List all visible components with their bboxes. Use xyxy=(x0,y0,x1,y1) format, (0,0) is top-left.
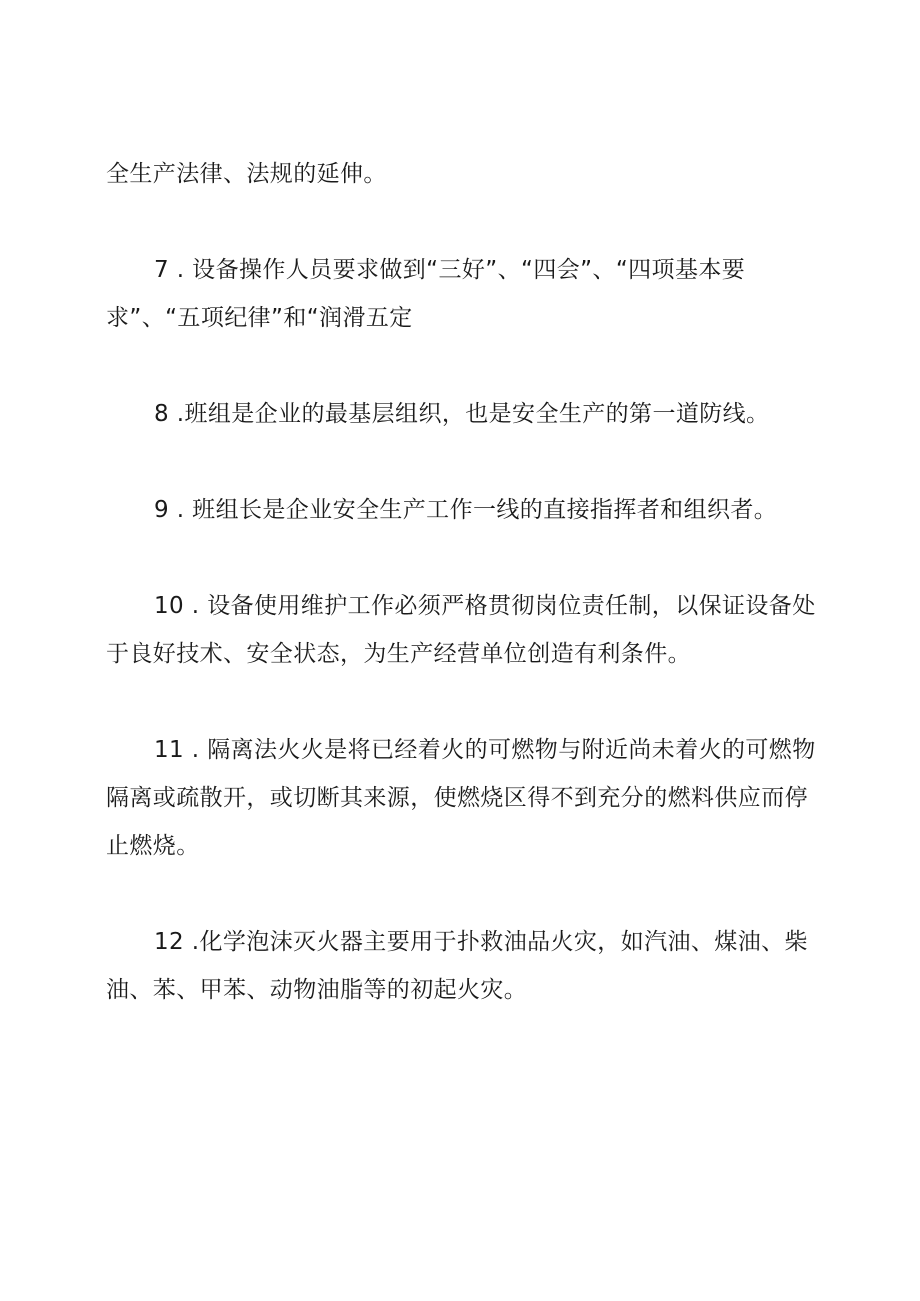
paragraph-continuation: 全生产法律、法规的延伸。 xyxy=(106,161,387,187)
paragraph-item-8: 8 .班组是企业的最基层组织，也是安全生产的第一道防线。 xyxy=(154,401,770,427)
paragraph-item-11: 11 . 隔离法火火是将已经着火的可燃物与附近尚未着火的可燃物隔离或疏散开，或切断其来源，使燃烧区得不到充分的燃料供应而停止燃烧。 xyxy=(106,737,816,859)
paragraph-item-12: 12 .化学泡沫灭火器主要用于扑救油品火灾，如汽油、煤油、柴油、苯、甲苯、动物油脂等的初起火灾。 xyxy=(106,929,808,1003)
document-body xyxy=(106,150,818,1014)
paragraph-item-7: 7 . 设备操作人员要求做到“三好”、“四会”、“四项基本要求”、“五项纪律”和“润滑五定 xyxy=(106,257,746,331)
paragraph-item-10: 10 . 设备使用维护工作必须严格贯彻岗位责任制，以保证设备处于良好技术、安全状态，为生产经营单位创造有利条件。 xyxy=(106,593,816,667)
paragraph-item-9: 9 . 班组长是企业安全生产工作一线的直接指挥者和组织者。 xyxy=(154,497,778,523)
